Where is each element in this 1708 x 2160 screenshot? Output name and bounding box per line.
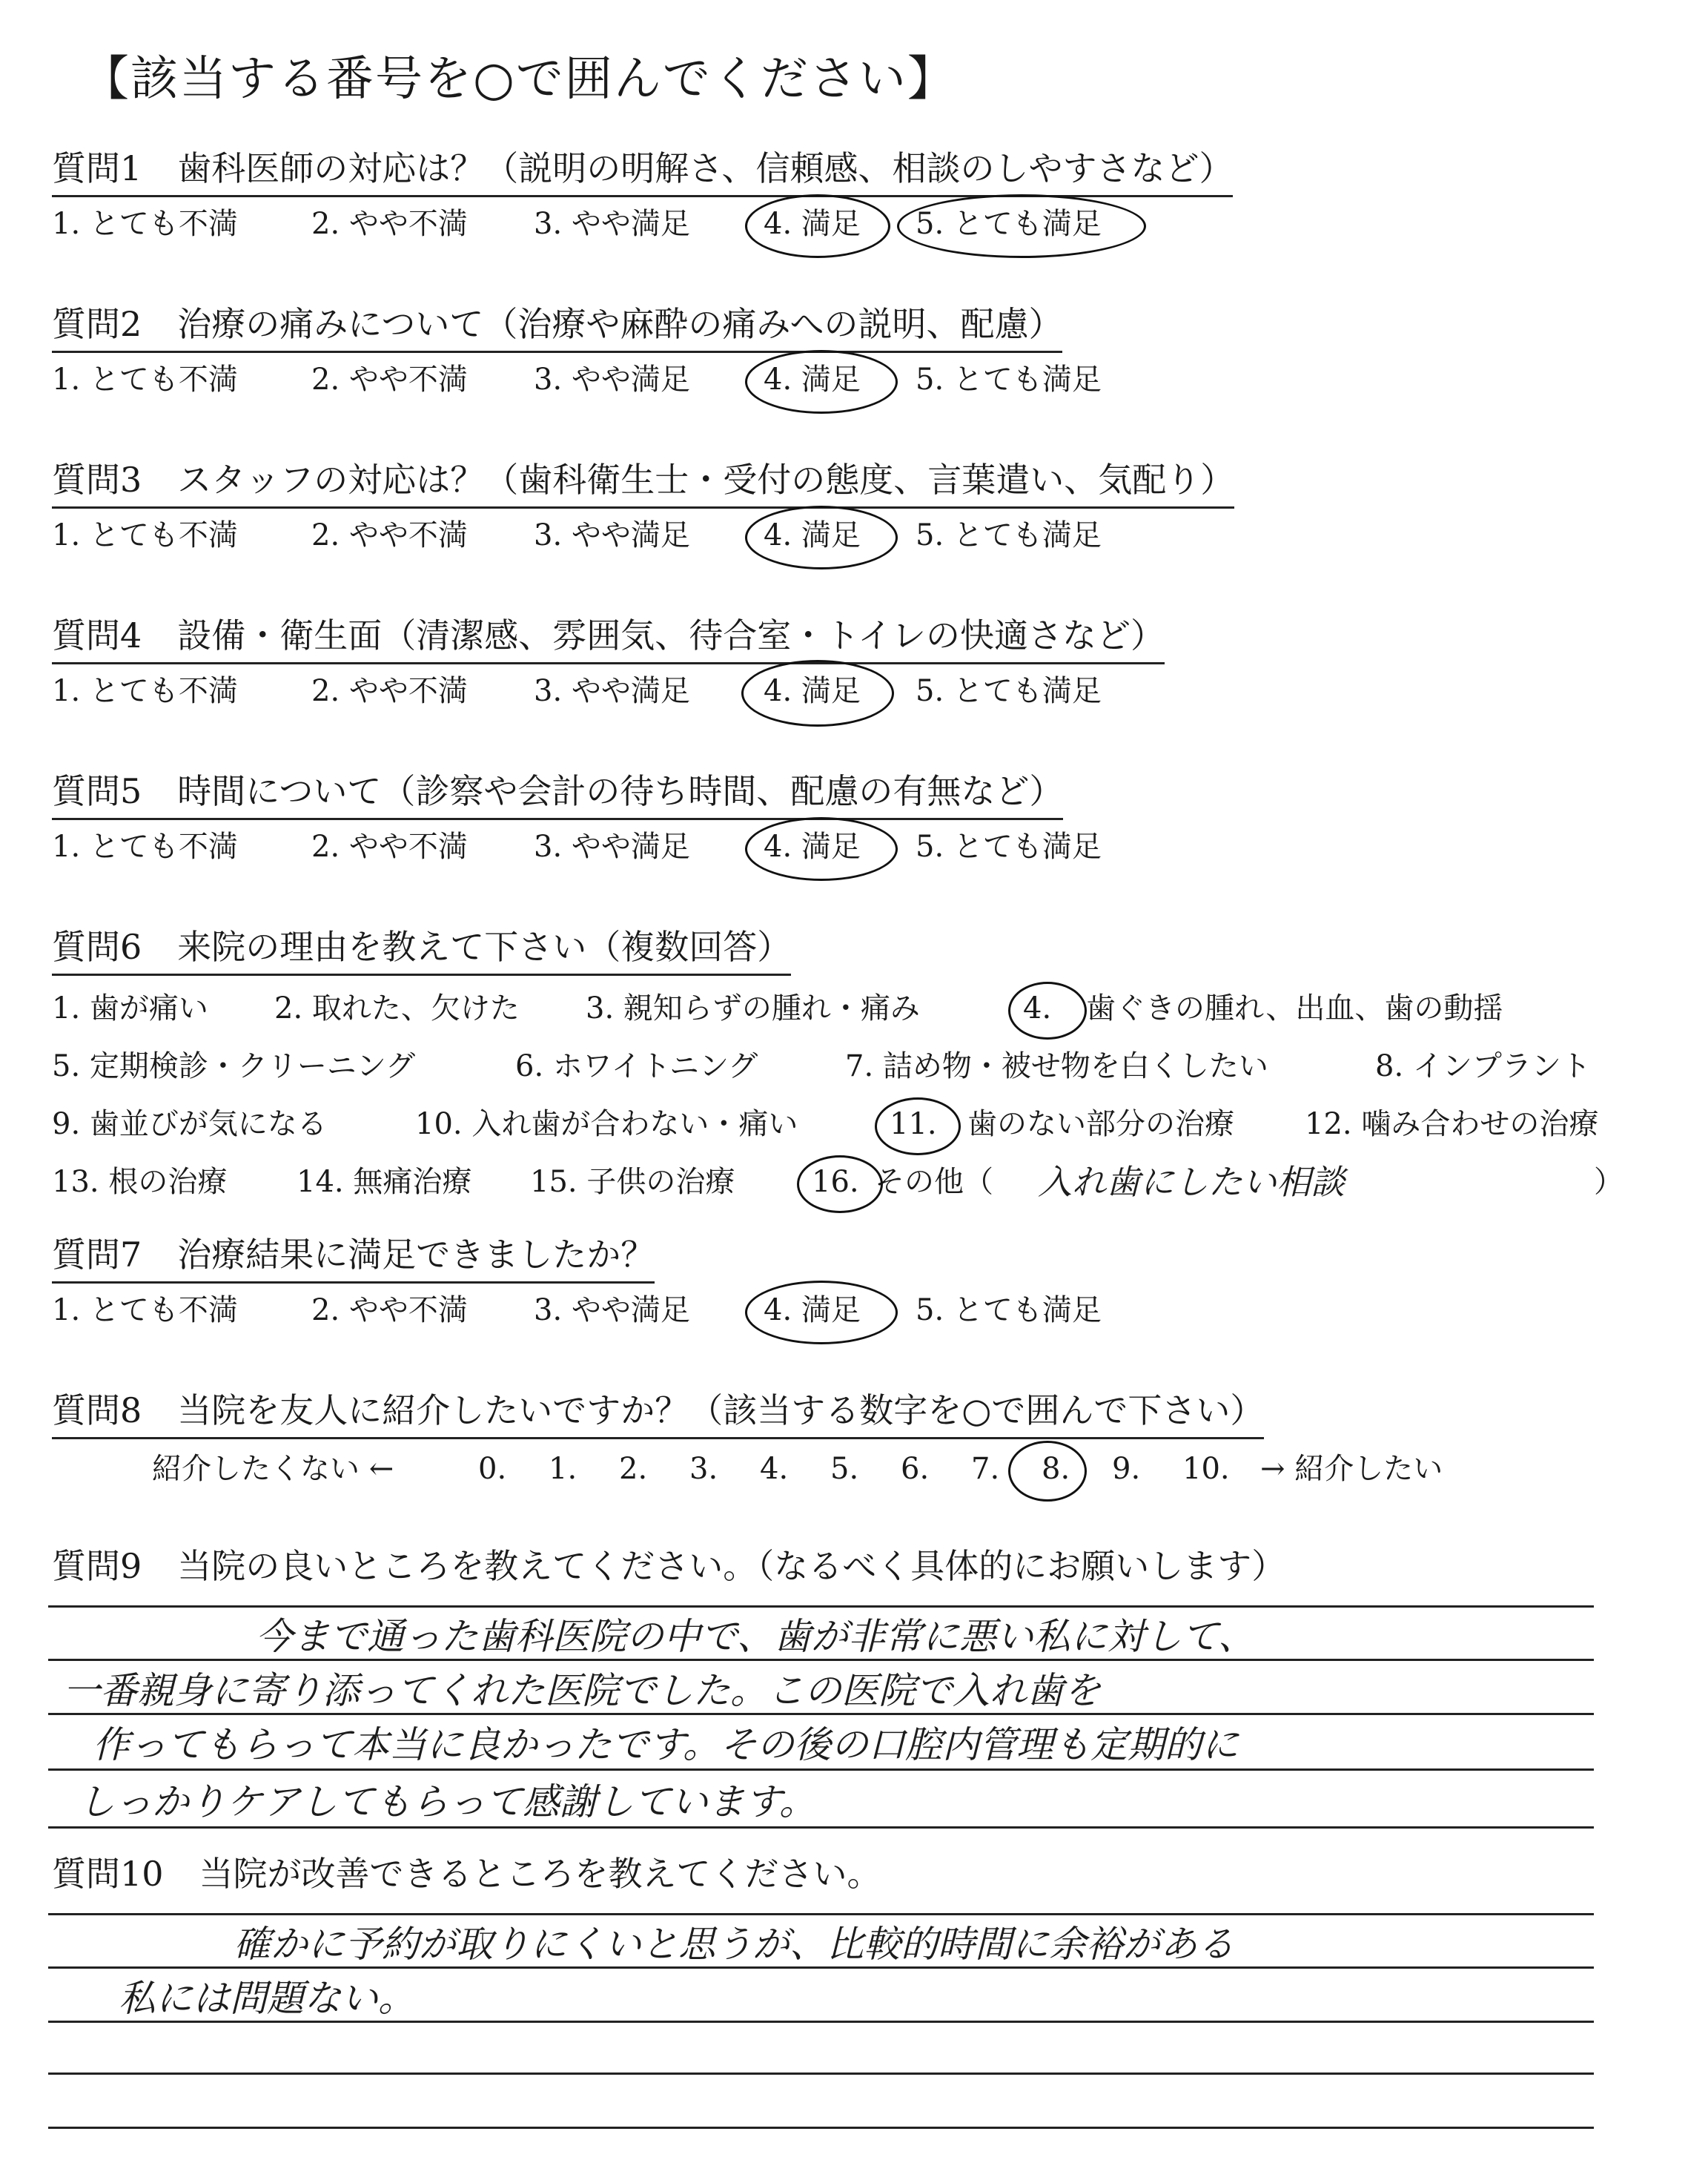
option-5[interactable]: 5. とても満足: [916, 674, 1102, 708]
reason-option-12[interactable]: 12. 噛み合わせの治療: [1305, 1107, 1599, 1141]
question-number: 質問6: [52, 927, 142, 967]
option-1[interactable]: 1. とても不満: [52, 363, 238, 397]
option-1[interactable]: 1. とても不満: [52, 518, 238, 552]
option-4[interactable]: 4. 満足: [764, 207, 861, 241]
answer-options: [52, 669, 1579, 716]
question-number: 質問8: [52, 1390, 142, 1430]
recommend-scale: [52, 1447, 1579, 1494]
question-number: 質問10: [52, 1854, 164, 1894]
answer-rule: [48, 1659, 1594, 1661]
question-9-heading: [52, 1542, 1285, 1593]
reason-option-13[interactable]: 13. 根の治療: [52, 1165, 228, 1199]
reason-option-3[interactable]: 3. 親知らずの腫れ・痛み: [586, 991, 920, 1025]
question-9: [52, 1542, 1579, 1593]
answer-rule: [48, 1966, 1594, 1969]
q9-answer-line-2: 一番親身に寄り添ってくれた医院でした。この医院で入れ歯を: [63, 1669, 1101, 1712]
reason-option-16-label[interactable]: その他（: [875, 1165, 993, 1199]
reason-option-7[interactable]: 7. 詰め物・被せ物を白くしたい: [845, 1049, 1268, 1083]
question-3-heading: [52, 456, 1234, 509]
reason-option-5[interactable]: 5. 定期検診・クリーニング: [52, 1049, 416, 1083]
q10-answer-line-2: 私には問題ない。: [119, 1977, 415, 2020]
question-4-heading: [52, 612, 1165, 664]
answer-rule: [48, 1713, 1594, 1715]
question-1: [52, 145, 1579, 249]
reason-option-14[interactable]: 14. 無痛治療: [297, 1165, 472, 1199]
option-1[interactable]: 1. とても不満: [52, 830, 238, 864]
question-7: [52, 1231, 1579, 1335]
question-4: [52, 612, 1579, 716]
answer-rule: [48, 2021, 1594, 2023]
scale-10[interactable]: 10.: [1182, 1452, 1230, 1486]
reason-option-10[interactable]: 10. 入れ歯が合わない・痛い: [415, 1107, 798, 1141]
question-7-heading: [52, 1231, 655, 1284]
option-3[interactable]: 3. やや満足: [534, 674, 690, 708]
reason-options: [52, 980, 1623, 1212]
answer-rule: [48, 2073, 1594, 2075]
form-title: 【該当する番号を○で囲んでください】: [82, 52, 956, 107]
scale-3[interactable]: 3.: [689, 1452, 718, 1486]
option-2[interactable]: 2. やや不満: [311, 363, 468, 397]
option-3[interactable]: 3. やや満足: [534, 830, 690, 864]
reason-option-15[interactable]: 15. 子供の治療: [530, 1165, 735, 1199]
answer-rule: [48, 1768, 1594, 1771]
question-6: [52, 923, 1623, 1212]
option-5[interactable]: 5. とても満足: [916, 518, 1102, 552]
answer-options: [52, 357, 1579, 405]
reason-option-16-number[interactable]: 16.: [812, 1165, 859, 1199]
answer-rule: [48, 1913, 1594, 1915]
reason-option-1[interactable]: 1. 歯が痛い: [52, 991, 208, 1025]
answer-rule: [48, 1826, 1594, 1829]
question-text: 当院が改善できるところを教えてください。: [199, 1854, 881, 1894]
option-1[interactable]: 1. とても不満: [52, 674, 238, 708]
reason-option-2[interactable]: 2. 取れた、欠けた: [274, 991, 520, 1025]
option-2[interactable]: 2. やや不満: [311, 674, 468, 708]
reason-option-4-number[interactable]: 4.: [1023, 991, 1052, 1025]
option-5[interactable]: 5. とても満足: [916, 207, 1102, 241]
reason-option-4-label[interactable]: 歯ぐきの腫れ、出血、歯の動揺: [1086, 991, 1503, 1025]
option-2[interactable]: 2. やや不満: [311, 1293, 468, 1327]
reason-option-11-number[interactable]: 11.: [890, 1107, 937, 1141]
scale-5[interactable]: 5.: [830, 1452, 859, 1486]
question-number: 質問4: [52, 615, 142, 655]
reason-option-11-label[interactable]: 歯のない部分の治療: [967, 1107, 1234, 1141]
option-2[interactable]: 2. やや不満: [311, 518, 468, 552]
scale-left-label: 紹介したくない ←: [152, 1452, 394, 1486]
answer-options: [52, 1288, 1579, 1335]
question-text: 治療結果に満足できましたか？: [177, 1235, 655, 1275]
scale-2[interactable]: 2.: [619, 1452, 648, 1486]
other-reason-handwriting[interactable]: 入れ歯にしたい相談: [1038, 1162, 1345, 1202]
option-3[interactable]: 3. やや満足: [534, 518, 690, 552]
question-8: [52, 1387, 1579, 1494]
question-1-heading: [52, 145, 1233, 197]
option-1[interactable]: 1. とても不満: [52, 1293, 238, 1327]
option-3[interactable]: 3. やや満足: [534, 207, 690, 241]
option-3[interactable]: 3. やや満足: [534, 1293, 690, 1327]
question-6-heading: [52, 923, 791, 976]
question-text: 時間について（診察や会計の待ち時間、配慮の有無など）: [177, 771, 1064, 811]
reason-option-8[interactable]: 8. インプラント: [1375, 1049, 1591, 1083]
answer-rule: [48, 2127, 1594, 2129]
question-number: 質問1: [52, 148, 142, 188]
question-text: 来院の理由を教えて下さい（複数回答）: [177, 927, 792, 967]
question-number: 質問2: [52, 304, 142, 344]
q9-answer-line-1: 今まで通った歯科医院の中で、歯が非常に悪い私に対して、: [256, 1615, 1255, 1658]
q10-answer-area[interactable]: [48, 1913, 1594, 2143]
answer-rule: [48, 1605, 1594, 1608]
reason-option-9[interactable]: 9. 歯並びが気になる: [52, 1107, 327, 1141]
reason-row: [52, 980, 1579, 1038]
question-text: 治療の痛みについて（治療や麻酔の痛みへの説明、配慮）: [177, 304, 1063, 344]
q10-answer-line-1: 確かに予約が取りにくいと思うが、比較的時間に余裕がある: [234, 1923, 1234, 1966]
option-4[interactable]: 4. 満足: [764, 674, 861, 708]
question-text: スタッフの対応は？（歯科衛生士・受付の態度、言葉遣い、気配り）: [177, 460, 1235, 500]
question-number: 質問5: [52, 771, 142, 811]
reason-row: [52, 1038, 1591, 1096]
option-2[interactable]: 2. やや不満: [311, 830, 468, 864]
option-5[interactable]: 5. とても満足: [916, 363, 1102, 397]
scale-4[interactable]: 4.: [760, 1452, 789, 1486]
scale-1[interactable]: 1.: [549, 1452, 577, 1486]
question-number: 質問9: [52, 1546, 142, 1586]
scale-7[interactable]: 7.: [971, 1452, 1000, 1486]
question-2: [52, 300, 1579, 405]
reason-option-6[interactable]: 6. ホワイトニング: [515, 1049, 758, 1083]
scale-0[interactable]: 0.: [478, 1452, 507, 1486]
question-number: 質問3: [52, 460, 142, 500]
scale-8[interactable]: 8.: [1042, 1452, 1070, 1486]
question-3: [52, 456, 1579, 561]
question-10-heading: [52, 1850, 881, 1900]
question-2-heading: [52, 300, 1062, 353]
reason-row: [52, 1096, 1599, 1154]
scale-6[interactable]: 6.: [901, 1452, 930, 1486]
answer-options: [52, 825, 1579, 872]
question-8-heading: [52, 1387, 1264, 1439]
option-4[interactable]: 4. 満足: [764, 1293, 861, 1327]
scale-9[interactable]: 9.: [1112, 1452, 1141, 1486]
option-4[interactable]: 4. 満足: [764, 830, 861, 864]
q9-answer-line-4: しっかりケアしてもらって感謝しています。: [78, 1780, 816, 1823]
question-text: 歯科医師の対応は？（説明の明解さ、信頼感、相談のしやすさなど）: [177, 148, 1234, 188]
option-5[interactable]: 5. とても満足: [916, 1293, 1102, 1327]
reason-row: [52, 1154, 1623, 1212]
option-2[interactable]: 2. やや不満: [311, 207, 468, 241]
question-10: [52, 1850, 1579, 1900]
option-4[interactable]: 4. 満足: [764, 518, 861, 552]
answer-options: [52, 513, 1579, 561]
q9-answer-area[interactable]: [48, 1605, 1594, 1850]
option-5[interactable]: 5. とても満足: [916, 830, 1102, 864]
question-text: 当院を友人に紹介したいですか？（該当する数字を○で囲んで下さい）: [177, 1390, 1265, 1430]
question-number: 質問7: [52, 1235, 142, 1275]
option-3[interactable]: 3. やや満足: [534, 363, 690, 397]
question-text: 設備・衛生面（清潔感、雰囲気、待合室・トイレの快適さなど）: [177, 615, 1165, 655]
q9-answer-line-3: 作ってもらって本当に良かったです。その後の口腔内管理も定期的に: [93, 1723, 1239, 1766]
option-4[interactable]: 4. 満足: [764, 363, 861, 397]
scale-right-label: → 紹介したい: [1260, 1452, 1443, 1486]
question-5-heading: [52, 767, 1063, 820]
option-1[interactable]: 1. とても不満: [52, 207, 238, 241]
question-5: [52, 767, 1579, 872]
question-text: 当院の良いところを教えてください。（なるべく具体的にお願いします）: [177, 1546, 1286, 1586]
reason-option-16-close: ）: [1594, 1165, 1623, 1199]
answer-options: [52, 202, 1579, 249]
